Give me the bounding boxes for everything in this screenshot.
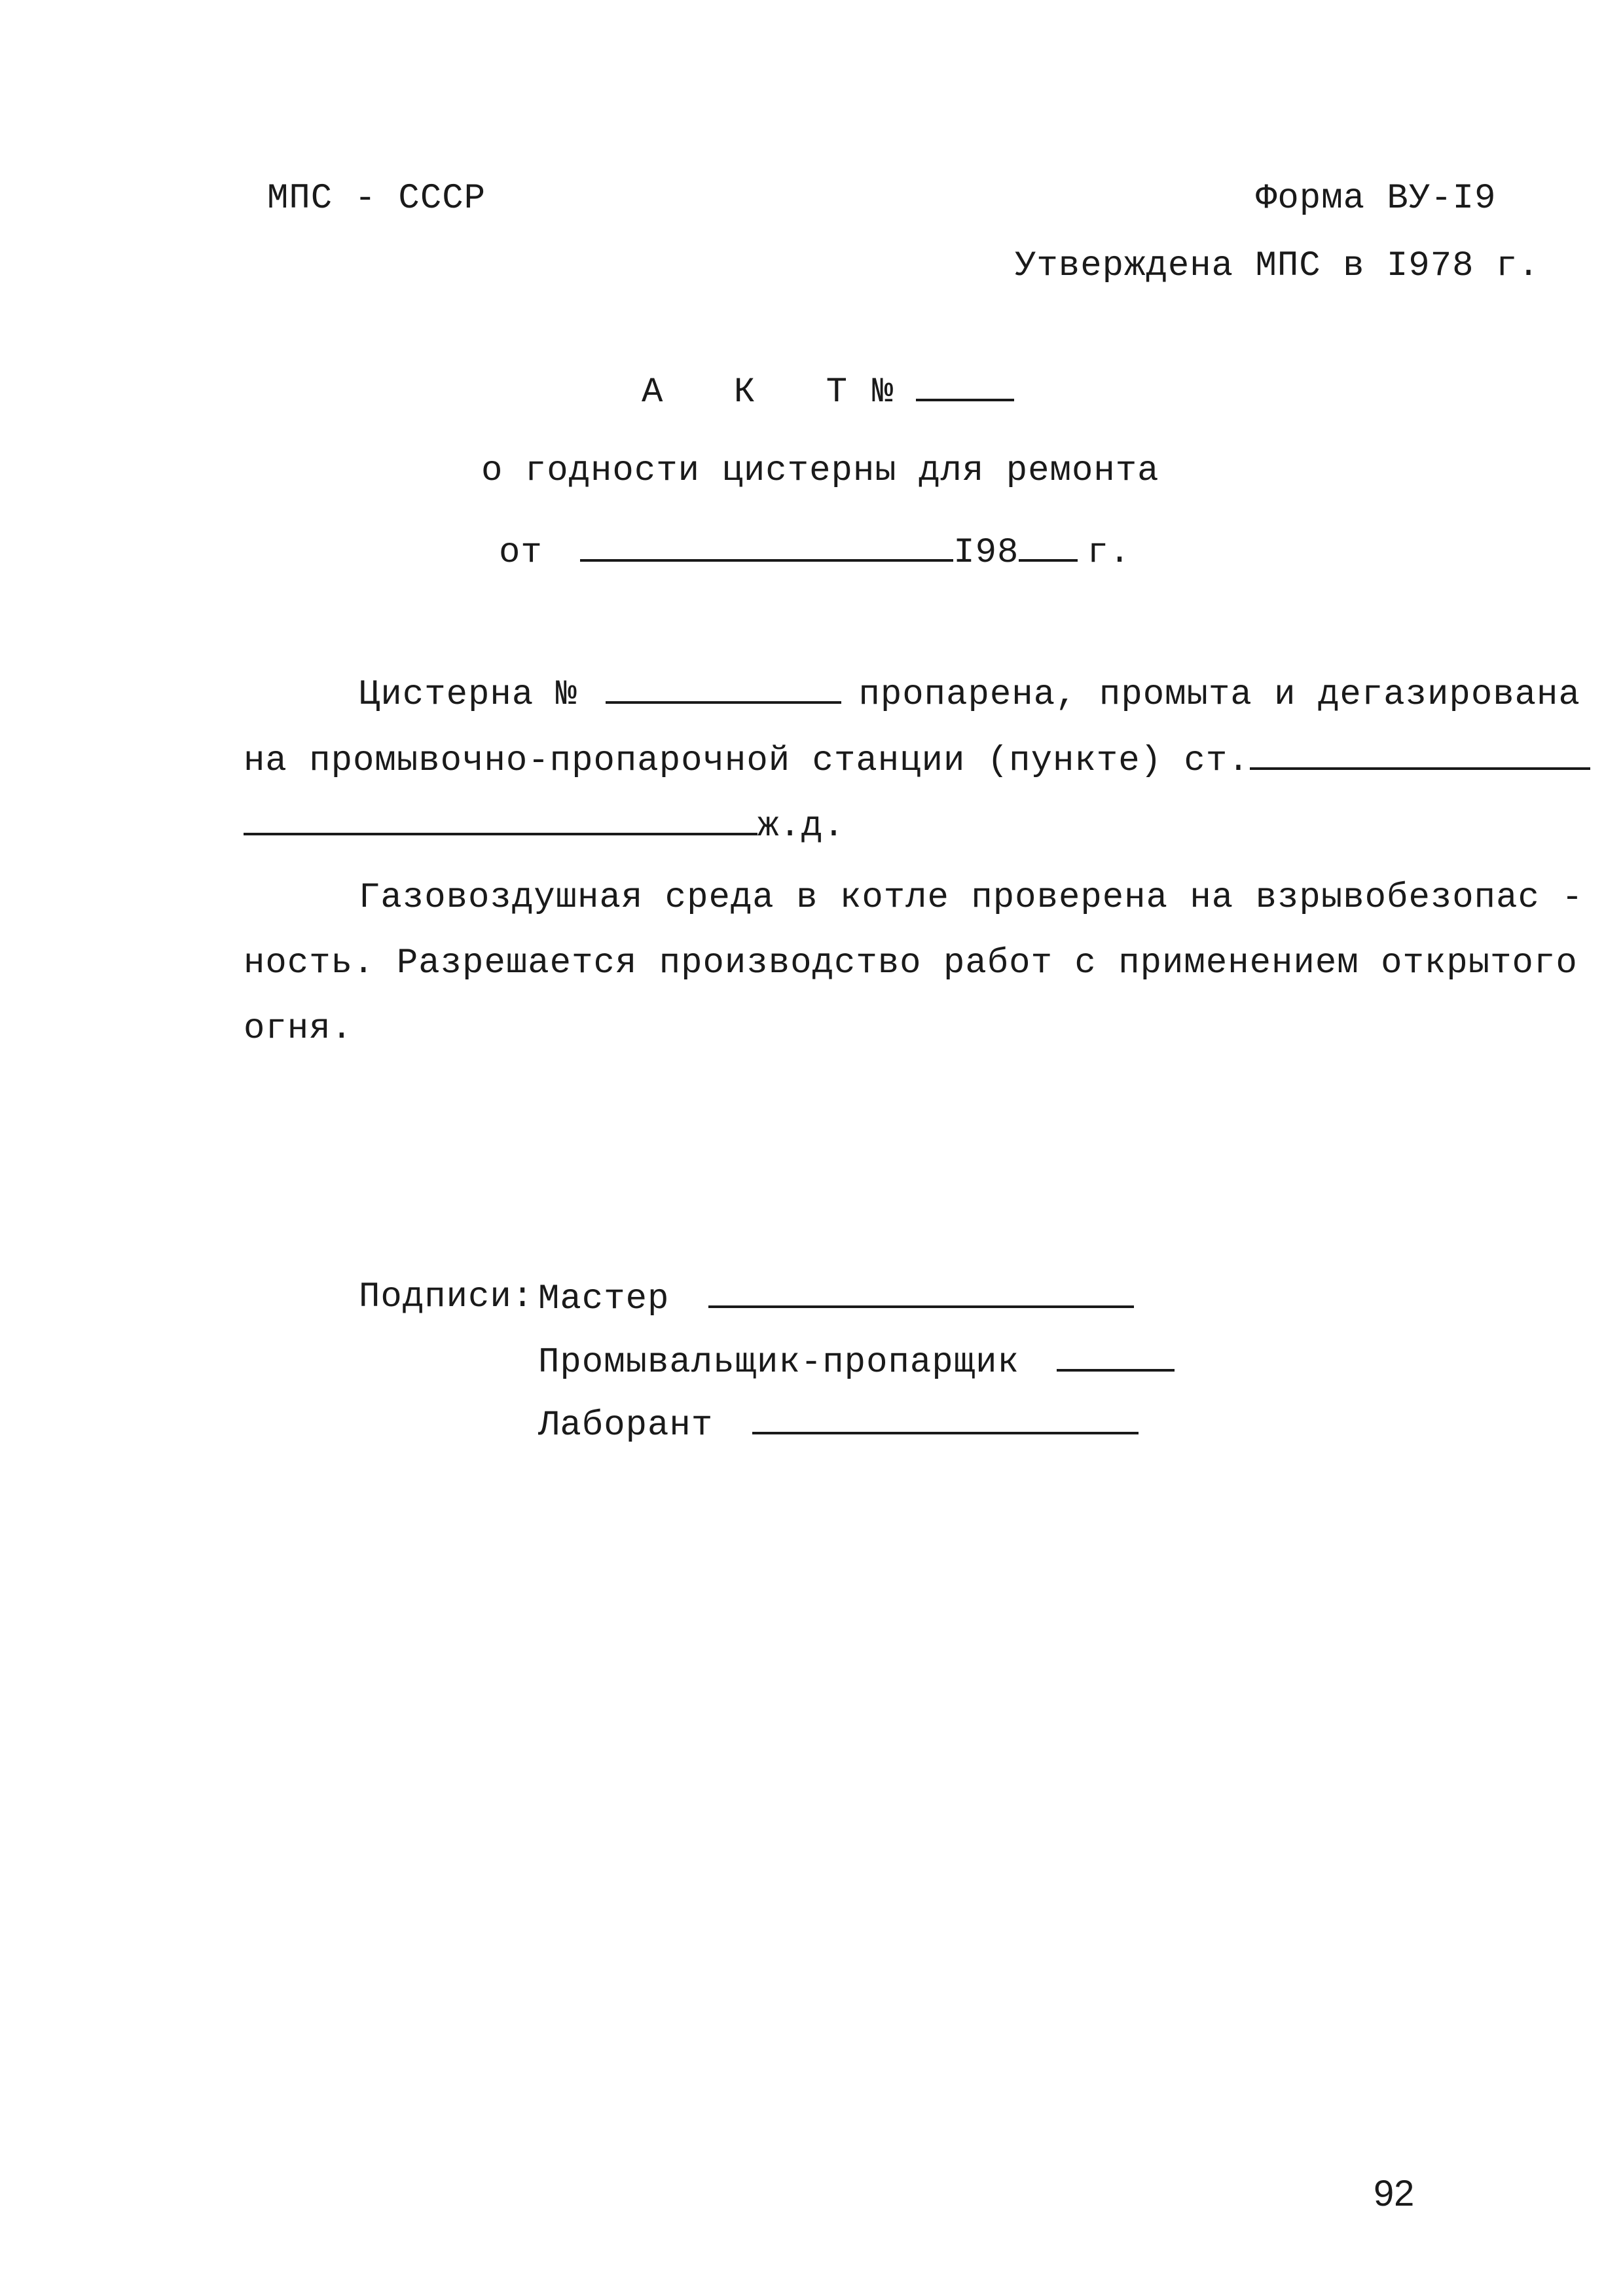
tank-number-field[interactable] <box>606 672 841 704</box>
lab-signature-field[interactable] <box>752 1403 1139 1434</box>
master-label: Мастер <box>538 1279 670 1319</box>
approval-note: Утверждена МПС в I978 г. <box>1015 246 1540 286</box>
tank-text: пропарена, промыта и дегазирована <box>858 675 1580 715</box>
number-sign: № <box>872 373 894 412</box>
signatures-label: Подписи: <box>359 1277 534 1317</box>
form-code: Форма ВУ-I9 <box>1256 179 1497 219</box>
ministry-label: МПС - СССР <box>267 179 486 219</box>
station-field[interactable] <box>1250 738 1590 770</box>
master-signature-field[interactable] <box>708 1277 1134 1308</box>
act-word: А К Т <box>642 373 873 412</box>
tank-label: Цистерна № <box>359 675 578 715</box>
lab-label: Лаборант <box>538 1406 714 1446</box>
date-field[interactable] <box>580 530 953 562</box>
date-prefix: от <box>499 533 543 573</box>
page-number: 92 <box>1374 2172 1415 2214</box>
paragraph2-line1: Газовоздушная среда в котле проверена на взрывобезопас - <box>359 878 1584 918</box>
year-suffix: г. <box>1087 533 1131 573</box>
station-line <box>244 738 1590 782</box>
washer-label: Промывальщик-пропарщик <box>538 1343 1019 1383</box>
signature-lab <box>538 1403 1139 1447</box>
railway-line <box>244 804 845 848</box>
act-heading <box>642 370 1014 414</box>
paragraph2-line2: ность. Разрешается производство работ с применением открытого <box>244 943 1578 983</box>
act-number-field[interactable] <box>916 370 1014 401</box>
signature-master <box>538 1277 1134 1321</box>
signature-washer <box>538 1340 1175 1384</box>
year-prefix: I98 <box>953 533 1019 573</box>
station-text: на промывочно-пропарочной станции (пункте) ст. <box>244 741 1250 781</box>
railway-field[interactable] <box>244 804 757 835</box>
year-field[interactable] <box>1019 530 1078 562</box>
act-date-line <box>499 530 1131 574</box>
railway-suffix: ж.д. <box>757 807 845 847</box>
act-subtitle: о годности цистерны для ремонта <box>481 451 1159 491</box>
washer-signature-field[interactable] <box>1057 1340 1175 1372</box>
tank-line <box>359 672 1580 716</box>
paragraph2-line3: огня. <box>244 1009 354 1049</box>
